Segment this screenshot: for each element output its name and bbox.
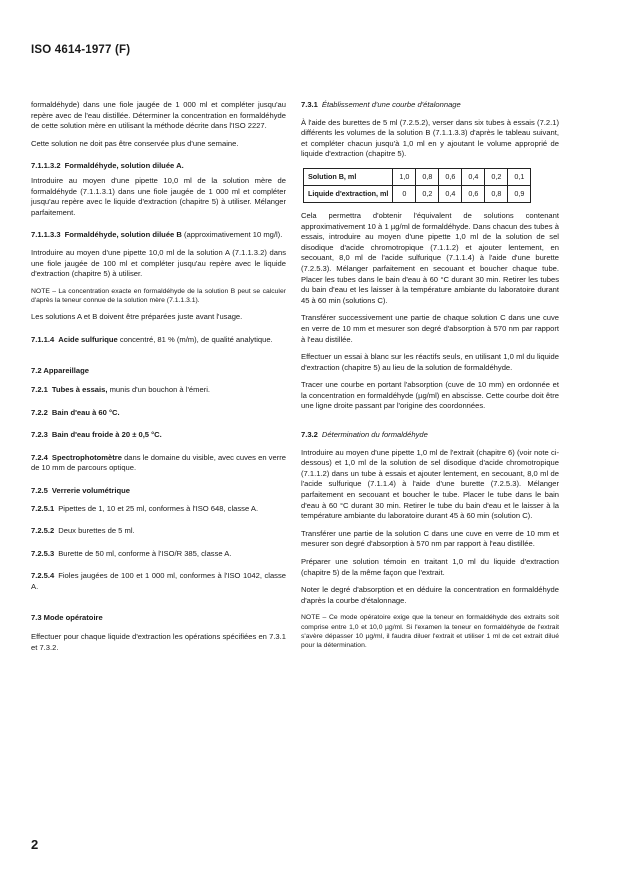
table-cell: 0,6 [439,168,462,185]
note: NOTE – Ce mode opératoire exige que la teneur en formaldéhyde des extraits soit comprise entre 1,0 et 10,0 µg/ml. Si l'examen la teneur en formaldéhyde de l'extrait s'avère dépasser 10 µg/ml, il faudra diluer l'extrait et utiliser 1 ml de cet extrait dilué pour la détermination. [301,614,559,650]
section-heading: 7.1.1.3.2 Formaldéhyde, solution diluée A. [31,161,184,171]
table-cell: 0,2 [485,168,508,185]
section-heading: 7.2.5 Verrerie volumétrique [31,486,130,496]
section-heading: 7.2.2 Bain d'eau à 60 °C. [31,407,120,417]
section-heading: 7.1.1.3.3 Formaldéhyde, solution diluée B (approximativement 10 mg/l). [31,230,283,240]
left-column [31,100,286,660]
table-cell: 0,4 [462,168,485,185]
table-cell: 0,1 [508,168,531,185]
paragraph: Introduire au moyen d'une pipette 10,0 ml de la solution A (7.1.1.3.2) dans une fiole jaugée de 100 ml et compléter jusqu'au repère avec le liquide d'extraction (chapitre 5) à utiliser. [31,247,286,279]
table-cell: 0,2 [416,185,439,202]
paragraph: À l'aide des burettes de 5 ml (7.2.5.2), verser dans six tubes à essais (7.2.1) différents les volumes de la solution B (7.1.1.3.3) d'après le tableau suivant, et compléter chacun jusqu'à 1,0 ml en y ajoutant le volume approprié de liquide d'extraction (chapitre 5). [301,117,559,159]
section-heading: 7.1.1.4 Acide sulfurique concentré, 81 % (m/m), de qualité analytique. [31,334,273,344]
section-heading: 7.2.3 Bain d'eau froide à 20 ± 0,5 °C. [31,430,162,440]
table-cell: 1,0 [393,168,416,185]
paragraph: Tracer une courbe en portant l'absorption (cuve de 10 mm) en ordonnée et la concentration en formaldéhyde (µg/ml) en abscisse. Cette courbe doit être une ligne droite passant par l'origine des coordonnées. [301,380,559,411]
table-cell: 0,4 [439,185,462,202]
table-row-label: Liquide d'extraction, ml [304,185,393,202]
calibration-table [303,168,531,203]
paragraph: Effectuer pour chaque liquide d'extraction les opérations spécifiées en 7.3.1 et 7.3.2. [31,632,286,652]
list-item: 7.2.5.3 Burette de 50 ml, conforme à l'ISO/R 385, classe A. [31,548,232,558]
paragraph: Transférer successivement une partie de chaque solution C dans une cuve en verre de 10 mm et mesurer son degré d'absorption à 570 nm par rapport à l'eau distillée. [301,313,559,344]
section-heading: 7.2 Appareillage [31,365,89,375]
paragraph: Préparer une solution témoin en traitant 1,0 ml du liquide d'extraction (chapitre 5) de la même façon que l'extrait. [301,557,559,577]
list-item: 7.2.5.2 Deux burettes de 5 ml. [31,526,135,536]
paragraph: Effectuer un essai à blanc sur les réactifs seuls, en utilisant 1,0 ml du liquide d'extraction (chapitre 5) au lieu de la solution de formaldéhyde. [301,352,559,372]
table-cell: 0 [393,185,416,202]
right-column [301,100,559,658]
paragraph: formaldéhyde) dans une fiole jaugée de 1 000 ml et compléter jusqu'au repère avec de l'eau distillée. Déterminer la concentration en formaldéhyde de cette solution mère en utilisant la méthode décrite dans l'ISO 2227. [31,100,286,131]
table-row [304,168,531,185]
section-heading: 7.2.1 Tubes à essais, munis d'un bouchon à l'émeri. [31,385,211,395]
document-id: ISO 4614-1977 (F) [31,44,131,56]
paragraph: Noter le degré d'absorption et en déduire la concentration en formaldéhyde d'après la courbe d'étalonnage. [301,585,559,605]
section-heading: 7.3 Mode opératoire [31,612,103,622]
note: NOTE – La concentration exacte en formaldéhyde de la solution B peut se calculer d'après la teneur connue de la solution mère (7.1.1.3.1). [31,287,286,305]
list-item: 7.2.5.1 Pipettes de 1, 10 et 25 ml, conformes à l'ISO 648, classe A. [31,503,259,513]
table-row-label: Solution B, ml [304,168,393,185]
paragraph: Transférer une partie de la solution C dans une cuve en verre de 10 mm et mesurer son degré d'absorption à 570 nm par rapport à l'eau distillée. [301,528,559,549]
table-cell: 0,8 [485,185,508,202]
page-number: 2 [31,837,39,852]
table-cell: 0,9 [508,185,531,202]
table-row [304,185,531,202]
paragraph: Introduire au moyen d'une pipette 10,0 ml de la solution mère de formaldéhyde (7.1.1.3.1) dans une fiole jaugée de 1 000 ml et compléter jusqu'au repère avec le liquide d'extraction (chapitre 5) à utiliser. Mélanger parfaitement. [31,175,286,217]
section-heading: 7.2.4 Spectrophotomètre dans le domaine du visible, avec cuves en verre de 10 mm de parcours optique. [31,452,286,473]
paragraph: Cela permettra d'obtenir l'équivalent de solutions contenant approximativement 10 à 1 µg/ml de formaldéhyde. Dans chacun des tubes à essais, introduire au moyen d'une pipette 1,0 ml de la solution de sel disodique d'acide chromotropique (7.1.1.2) et ajouter lentement, en secouant, 8,0 ml de l'acide sulfurique (7.1.1.4) à l'aide d'une burette (7.2.5.3). Mélanger parfaitement en secouant et boucher chaque tube. Placer les tubes dans le bain d'eau à 60 °C durant 30 min. Retirer les tubes du bain d'eau et les laisser à la température ambiante du laboratoire durant 45 à 60 min (solutions C). [301,210,559,305]
list-item: 7.2.5.4 Fioles jaugées de 100 et 1 000 ml, conformes à l'ISO 1042, classe A. [31,571,286,592]
section-heading: 7.3.2 Détermination du formaldéhyde [301,430,428,440]
paragraph: Les solutions A et B doivent être préparées juste avant l'usage. [31,312,243,322]
paragraph: Cette solution ne doit pas être conservée plus d'une semaine. [31,138,239,148]
table-cell: 0,6 [462,185,485,202]
table-cell: 0,8 [416,168,439,185]
section-heading: 7.3.1 Établissement d'une courbe d'étalonnage [301,100,461,109]
paragraph: Introduire au moyen d'une pipette 1,0 ml de l'extrait (chapitre 6) (voir note ci-dessous) et 1,0 ml de la solution de sel disodique d'acide chromotropique (7.1.1.2) dans un tube à essais et ajouter lentement, en secouant, 8,0 ml de l'acide sulfurique (7.1.1.4) à l'aide d'une burette (7.2.5.3). Mélanger parfaitement en secouant et boucher le tube. Placer le tube dans le bain d'eau à 60 °C durant 30 min. Retirer le tube du bain d'eau et le laisser à la température ambiante du laboratoire durant 45 à 60 min (solution C). [301,447,559,521]
